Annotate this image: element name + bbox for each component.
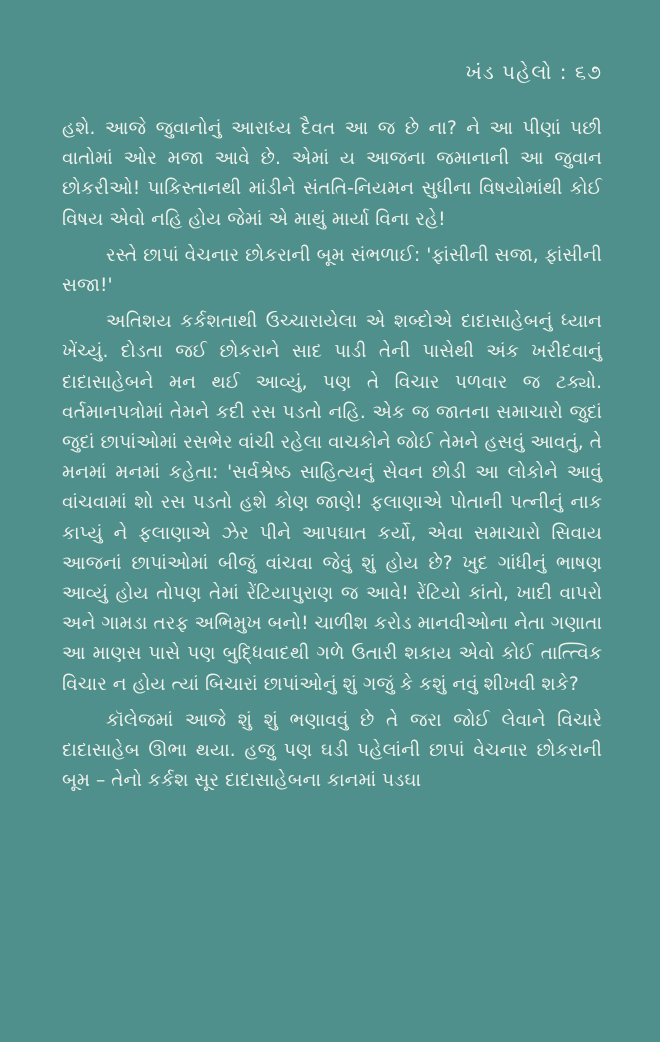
page-body xyxy=(62,114,602,802)
paragraph-1: હશે. આજે જુવાનોનું આરાધ્ય દૈવત આ જ છે ના? ને આ પીણાં પછી વાતોમાં ઓર મજા આવે છે. એમાં ય આજના જમાનાની આ જુવાન છોકરીઓ! પાકિસ્તાનથી માંડીને સંતતિ-નિયમન સુધીના વિષયોમાંથી કોઈ વિષય એવો નહિ હોય જેમાં એ માથું માર્યા વિના રહે! xyxy=(62,118,602,230)
paragraph-2: રસ્તે છાપાં વેચનાર છોકરાની બૂમ સંભળાઈ: 'ફાંસીની સજા, ફાંસીની સજા!' xyxy=(62,244,602,297)
running-header: ખંડ પહેલો : ૬૭ xyxy=(465,60,602,84)
paragraph-4: કૉલેજમાં આજે શું શું ભણાવવું છે તે જરા જોઈ લેવાને વિચારે દાદાસાહેબ ઊભા થયા. હજુ પણ ઘડી પહેલાંની છાપાં વેચનાર છોકરાની બૂમ – તેનો કર્કશ સૂર દાદાસાહેબના કાનમાં પડઘા xyxy=(62,709,602,792)
paragraph-3: અતિશય કર્કશતાથી ઉચ્ચારાયેલા એ શબ્દોએ દાદાસાહેબનું ધ્યાન ખેંચ્યું. દોડતા જઈ છોકરાને સાદ પાડી તેની પાસેથી અંક ખરીદવાનું દાદાસાહેબને મન થઈ આવ્યું, પણ તે વિચાર પળવાર જ ટક્યો. વર્તમાનપત્રોમાં તેમને કદી રસ પડતો નહિ. એક જ જાતના સમાચારો જુદાં જુદાં છાપાંઓમાં રસભેર વાંચી રહેલા વાચકોને જોઈ તેમને હસવું આવતું, તે મનમાં મનમાં કહેતા: 'સર્વશ્રેષ્ઠ સાહિત્યનું સેવન છોડી આ લોકોને આવું વાંચવામાં શો રસ પડતો હશે કોણ જાણે! ફલાણાએ પોતાની પત્નીનું નાક કાપ્યું ને ફલાણાએ ઝેર પીને આપઘાત કર્યો, એવા સમાચારો સિવાય આજનાં છાપાંઓમાં બીજું વાંચવા જેવું શું હોય છે? ખુદ ગાંધીનું ભાષણ આવ્યું હોય તોપણ તેમાં રેંટિયાપુરાણ જ આવે! રેંટિયો કાંતો, ખાદી વાપરો અને ગામડા તરફ અભિમુખ બનો! ચાળીશ કરોડ માનવીઓના નેતા ગણાતા આ માણસ પાસે પણ બુદ્ધિવાદથી ગળે ઉતારી શકાય એવો કોઈ તાત્ત્વિક વિચાર ન હોય ત્યાં બિચારાં છાપાંઓનું શું ગજું કે કશું નવું શીખવી શકે? xyxy=(62,311,602,695)
